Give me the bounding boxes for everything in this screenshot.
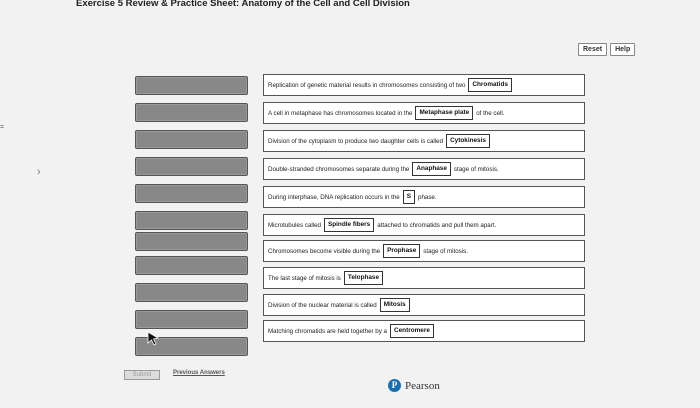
placed-answer-label[interactable]: Anaphase — [412, 162, 451, 176]
target-row — [263, 130, 585, 152]
placed-answer-label[interactable]: S — [403, 190, 415, 204]
answer-tile[interactable] — [135, 232, 248, 251]
pearson-brand — [388, 379, 440, 392]
row-prompt-text: A cell in metaphase has chromosomes located in the — [268, 109, 413, 117]
previous-answers-link[interactable]: Previous Answers — [173, 370, 225, 376]
pearson-wordmark: Pearson — [405, 379, 440, 392]
placed-answer-label[interactable]: Metaphase plate — [415, 106, 473, 120]
row-prompt-text: Replication of genetic material results in chromosomes consisting of two — [268, 81, 466, 89]
answer-tile[interactable] — [135, 157, 248, 176]
answer-tile[interactable] — [135, 184, 248, 203]
answer-tile[interactable] — [135, 76, 248, 95]
target-row — [263, 214, 585, 236]
row-prompt-text: Division of the nuclear material is called — [268, 301, 377, 309]
pearson-logo-icon: P — [388, 379, 401, 392]
answer-tile[interactable] — [135, 103, 248, 122]
placed-answer-label[interactable]: Centromere — [390, 324, 434, 338]
row-prompt-text: The last stage of mitosis is — [268, 274, 341, 282]
target-row — [263, 102, 585, 124]
row-prompt-text: Matching chromatids are held together by a — [268, 327, 388, 335]
row-suffix-text: phase. — [418, 193, 437, 201]
row-suffix-text: stage of mitosis. — [423, 247, 468, 255]
submit-button[interactable]: Submit — [124, 370, 160, 380]
placed-answer-label[interactable]: Spindle fibers — [324, 218, 374, 232]
answer-tile[interactable] — [135, 283, 248, 302]
left-edge-mark: = — [0, 124, 5, 131]
top-toolbar — [578, 43, 635, 56]
row-prompt-text: Division of the cytoplasm to produce two daughter cells is called — [268, 137, 444, 145]
placed-answer-label[interactable]: Cytokinesis — [446, 134, 490, 148]
placed-answer-label[interactable]: Prophase — [383, 244, 420, 258]
reset-button[interactable]: Reset — [578, 43, 607, 56]
target-row — [263, 240, 585, 262]
answer-tile[interactable] — [135, 211, 248, 230]
target-row — [263, 267, 585, 289]
row-suffix-text: stage of mitosis. — [453, 165, 499, 173]
answer-tile[interactable] — [135, 256, 248, 275]
chevron-right-icon[interactable]: › — [37, 166, 41, 178]
row-prompt-text: During interphase, DNA replication occurs in the — [268, 193, 400, 201]
page-title: Exercise 5 Review & Practice Sheet: Anatomy of the Cell and Cell Division — [76, 0, 410, 9]
row-prompt-text: Microtubules called — [268, 221, 321, 229]
row-suffix-text: of the cell. — [476, 109, 505, 117]
row-prompt-text: Chromosomes become visible during the — [268, 247, 381, 255]
row-suffix-text: attached to chromatids and pull them apart. — [377, 221, 497, 229]
row-prompt-text: Double-stranded chromosomes separate during the — [268, 165, 410, 173]
placed-answer-label[interactable]: Telophase — [344, 271, 383, 285]
answer-tile[interactable] — [135, 130, 248, 149]
target-row — [263, 186, 585, 208]
target-row — [263, 294, 585, 316]
placed-answer-label[interactable]: Chromatids — [468, 78, 512, 92]
target-row — [263, 158, 585, 180]
target-row — [263, 74, 585, 96]
answer-tile[interactable] — [135, 310, 248, 329]
placed-answer-label[interactable]: Mitosis — [380, 298, 410, 312]
cursor-arrow-icon — [145, 330, 161, 346]
target-row — [263, 320, 585, 342]
help-button[interactable]: Help — [610, 43, 635, 56]
